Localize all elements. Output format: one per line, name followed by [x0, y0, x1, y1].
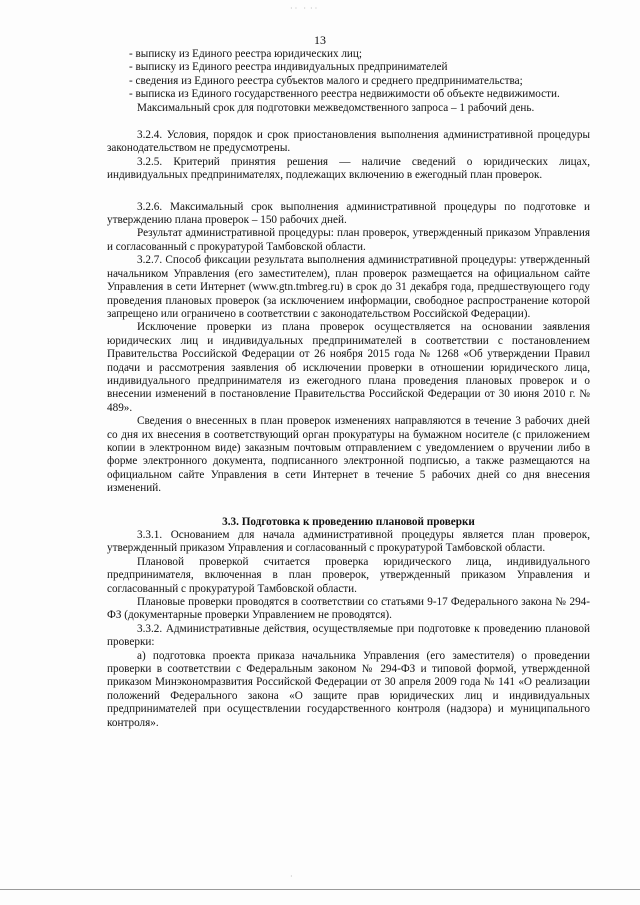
paragraph-3-2-6: 3.2.6. Максимальный срок выполнения административной процедуры по подготовке и утверждению плана проверок – 150 рабочих дней. — [107, 200, 590, 227]
paragraph-3-3-2: 3.3.2. Административные действия, осуществляемые при подготовке к проведению плановой проверки: — [107, 622, 590, 649]
paragraph-3-3-1: 3.3.1. Основанием для начала административной процедуры является план проверок, утвержденный приказом Управления и согласованный с прокуратурой Тамбовской области. — [107, 529, 590, 555]
paragraph-planned-inspection: Плановой проверкой считается проверка юридического лица, индивидуального предпринимателя, включенная в план проверок, утвержденный приказом Управления и согласованный с прокуратурой Тамбовской области. — [107, 555, 590, 595]
paragraph-3-2-7: 3.2.7. Способ фиксации результата выполнения административной процедуры: утвержденный начальником Управления (его заместителем), план проверок размещается на официальном сайте Управления в сети Интернет (www.gtn.tmbreg.ru) в срок до 31 декабря года, предшествующего году проведения плановых проверок (за исключением информации, свободное распространение которой запрещено или ограничено в соответствии с законодательством Российской Федерации). — [107, 254, 590, 320]
paragraph-max-term-request: Максимальный срок для подготовки межведомственного запроса – 1 рабочий день. — [137, 101, 535, 114]
scan-artifact-bottom-dot: · — [290, 872, 293, 881]
scan-edge-line — [0, 889, 640, 890]
scan-artifact-top: · · · · · — [290, 4, 318, 13]
paragraph-item-a: а) подготовка проекта приказа начальника Управления (его заместителя) о проведении проверки в соответствии с Федеральным законом № 294-ФЗ и типовой формой, утвержденной приказом Минэкономразвития Российской Федерации от 30 апреля 2009 года № 141 «О реализации положений Федерального закона «О защите прав юридических лиц и индивидуальных предпринимателей при осуществлении государственного контроля (надзора) и муниципального контроля». — [107, 649, 590, 729]
list-item-real-estate: - выписка из Единого государственного реестра недвижимости об объекте недвижимости. — [129, 88, 560, 101]
page-number: 13 — [314, 33, 326, 47]
list-item-legal-entities: - выписку из Единого реестра юридических лиц; — [129, 48, 363, 60]
paragraph-3-2-5: 3.2.5. Критерий принятия решения — наличие сведений о юридических лицах, индивидуальных предпринимателях, подлежащих включению в ежегодный план проверок. — [107, 155, 590, 182]
paragraph-planned-law: Плановые проверки проводятся в соответствии со статьями 9-17 Федерального закона № 294-ФЗ (документарные проверки Управлением не проводятся). — [107, 596, 590, 622]
paragraph-3-2-4: 3.2.4. Условия, порядок и срок приостановления выполнения административной процедуры законодательством не предусмотрены. — [107, 129, 590, 155]
section-heading-3-3: 3.3. Подготовка к проведению плановой проверки — [222, 515, 475, 528]
paragraph-exclusion: Исключение проверки из плана проверок осуществляется на основании заявления юридических лиц и индивидуальных предпринимателей в соответствии с постановлением Правительства Российской Федерации от 26 ноября 2015 года № 1268 «Об утверждении Правил подачи и рассмотрения заявления об исключении проверки в отношении юридического лица, индивидуального предпринимателя из ежегодного плана проведения плановых проверок и о внесении изменений в постановление Правительства Российской Федерации от 30 июня 2010 г. № 489». — [107, 321, 590, 414]
paragraph-changes: Сведения о внесенных в план проверок изменениях направляются в течение 3 рабочих дней со дня их внесения в соответствующий орган прокуратуры на бумажном носителе (с приложением копии в электронном виде) заказным почтовым отправлением с уведомлением о вручении либо в форме электронного документа, подписанного электронной подписью, а также размещаются на официальном сайте Управления в сети Интернет в течение 5 рабочих дней со дня внесения изменений. — [107, 415, 590, 495]
list-item-small-business: - сведения из Единого реестра субъектов малого и среднего предпринимательства; — [129, 74, 523, 87]
paragraph-result: Результат административной процедуры: план проверок, утвержденный приказом Управления и согласованный с прокуратурой Тамбовской области. — [107, 227, 590, 253]
document-body — [107, 48, 590, 730]
list-item-entrepreneurs: - выписку из Единого реестра индивидуальных предпринимателей — [129, 61, 448, 74]
